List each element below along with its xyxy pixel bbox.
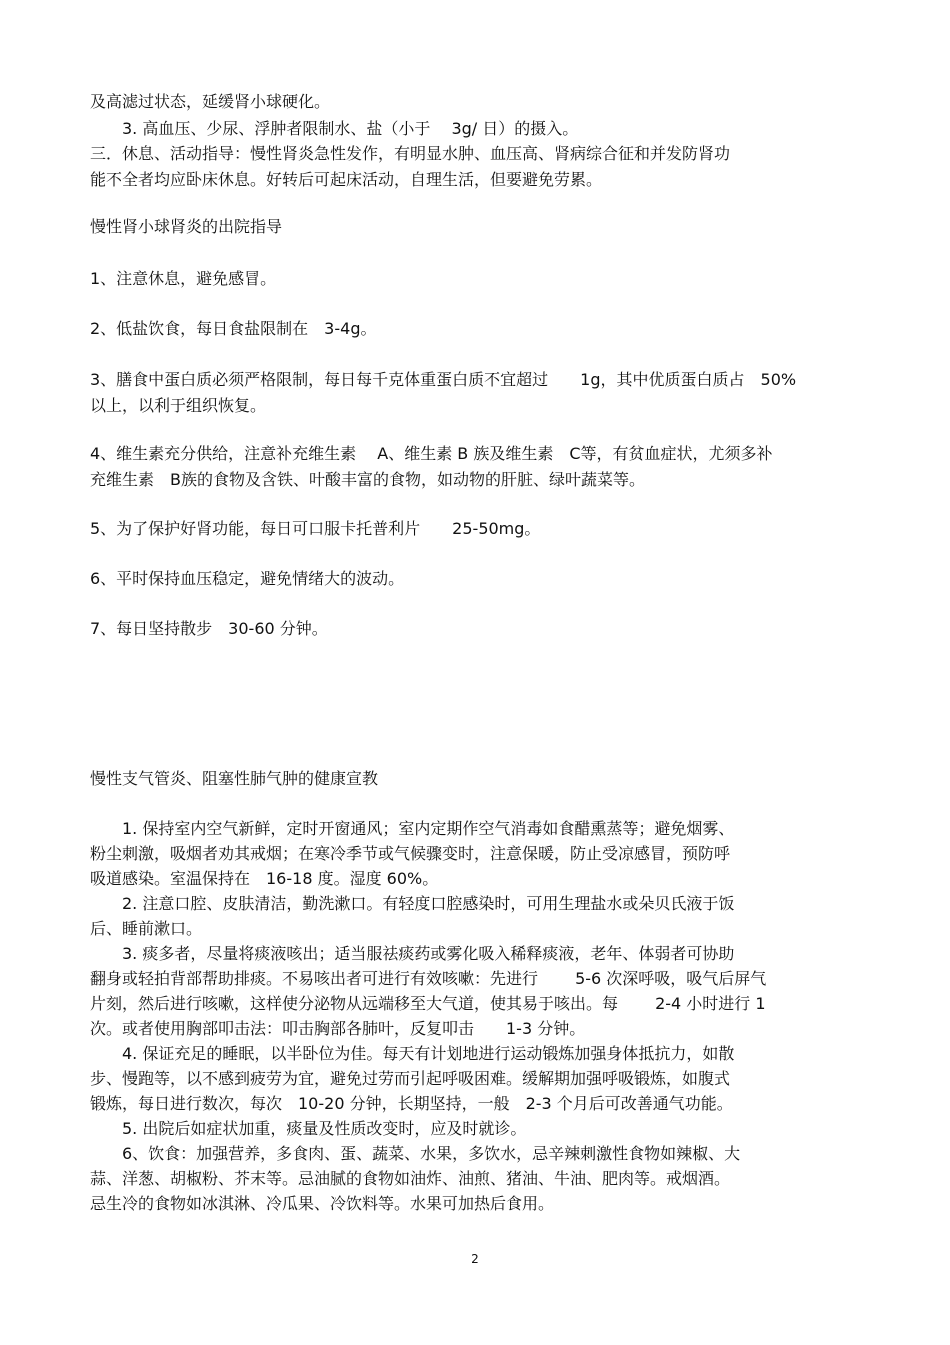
text-line: 4、维生素充分供给，注意补充维生素 A、维生素 B 族及维生素 C等，有贫血症状，尤须多补	[90, 444, 773, 463]
text-line: 能不全者均应卧床休息。好转后可起床活动，自理生活，但要避免劳累。	[90, 170, 603, 189]
text-line: 3. 痰多者，尽量将痰液咳出；适当服祛痰药或雾化吸入稀释痰液，老年、体弱者可协助	[90, 944, 735, 963]
text-line: 次。或者使用胸部叩击法：叩击胸部各肺叶，反复叩击 1-3 分钟。	[90, 1019, 586, 1038]
text-line: 4. 保证充足的睡眠，以半卧位为佳。每天有计划地进行运动锻炼加强身体抵抗力，如散	[90, 1044, 735, 1063]
section-heading: 慢性支气管炎、阻塞性肺气肿的健康宣教	[90, 769, 379, 788]
text-line: 后、睡前漱口。	[90, 919, 203, 938]
text-line: 1. 保持室内空气新鲜，定时开窗通风；室内定期作空气消毒如食醋熏蒸等；避免烟雾、	[90, 819, 735, 838]
text-line: 6、平时保持血压稳定，避免情绪大的波动。	[90, 569, 405, 588]
text-line: 7、每日坚持散步 30-60 分钟。	[90, 619, 328, 638]
text-line: 以上，以利于组织恢复。	[90, 396, 267, 415]
text-line: 2、低盐饮食，每日食盐限制在 3-4g。	[90, 319, 377, 338]
text-line: 片刻，然后进行咳嗽，这样使分泌物从远端移至大气道，使其易于咳出。每 2-4 小时进行 1	[90, 994, 766, 1013]
text-line: 吸道感染。室温保持在 16-18 度。湿度 60%。	[90, 869, 439, 888]
text-line: 2. 注意口腔、皮肤清洁，勤洗漱口。有轻度口腔感染时，可用生理盐水或朵贝氏液于饭	[90, 894, 735, 913]
text-line: 6、饮食：加强营养，多食肉、蛋、蔬菜、水果，多饮水，忌辛辣刺激性食物如辣椒、大	[90, 1144, 741, 1163]
text-line: 粉尘刺激，吸烟者劝其戒烟；在寒冷季节或气候骤变时，注意保暖，防止受凉感冒，预防呼	[90, 844, 731, 863]
text-line: 3、膳食中蛋白质必须严格限制，每日每千克体重蛋白质不宜超过 1g，其中优质蛋白质占 50%	[90, 370, 797, 389]
text-line: 蒜、洋葱、胡椒粉、芥末等。忌油腻的食物如油炸、油煎、猪油、牛油、肥肉等。戒烟酒。	[90, 1169, 731, 1188]
text-line: 5、为了保护好肾功能，每日可口服卡托普利片 25-50mg。	[90, 519, 541, 538]
text-line: 翻身或轻拍背部帮助排痰。不易咳出者可进行有效咳嗽：先进行 5-6 次深呼吸，吸气后屏气	[90, 969, 767, 988]
text-line: 5. 出院后如症状加重，痰量及性质改变时，应及时就诊。	[90, 1119, 527, 1138]
text-line: 步、慢跑等，以不感到疲劳为宜，避免过劳而引起呼吸困难。缓解期加强呼吸锻炼，如腹式	[90, 1069, 731, 1088]
text-line: 3. 高血压、少尿、浮肿者限制水、盐（小于 3g/ 日）的摄入。	[90, 119, 579, 138]
text-line: 及高滤过状态，延缓肾小球硬化。	[90, 92, 331, 111]
text-line: 忌生冷的食物如冰淇淋、冷瓜果、冷饮料等。水果可加热后食用。	[90, 1194, 555, 1213]
text-line: 1、注意休息，避免感冒。	[90, 269, 277, 288]
text-line: 锻炼，每日进行数次，每次 10-20 分钟，长期坚持，一般 2-3 个月后可改善通气功能。	[90, 1094, 733, 1113]
section-heading: 慢性肾小球肾炎的出院指导	[90, 217, 283, 236]
text-line: 三．休息、活动指导：慢性肾炎急性发作，有明显水肿、血压高、肾病综合征和并发防肾功	[90, 144, 731, 163]
text-line: 充维生素 B族的食物及含铁、叶酸丰富的食物，如动物的肝脏、绿叶蔬菜等。	[90, 470, 645, 489]
page-number: 2	[471, 1252, 479, 1266]
